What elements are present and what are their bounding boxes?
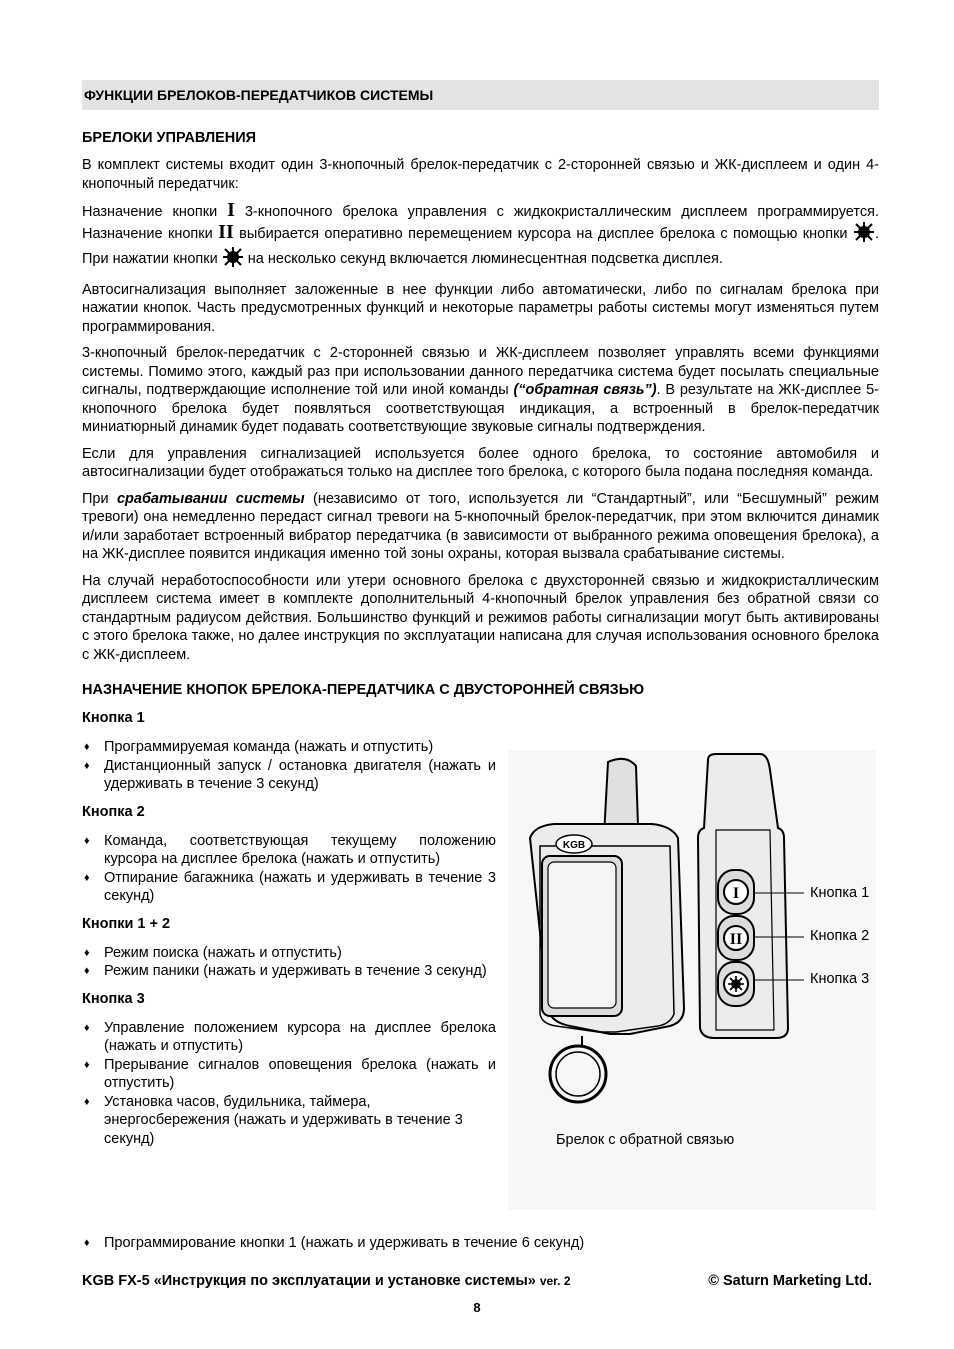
remote-figure: [508, 750, 876, 1210]
svg-text:KGB: KGB: [562, 840, 586, 851]
subsection-title-buttons: НАЗНАЧЕНИЕ КНОПОК БРЕЛОКА-ПЕРЕДАТЧИКА С ДВУСТОРОННЕЙ СВЯЗЬЮ: [82, 682, 645, 698]
paragraph-kit: В комплект системы входит один 3-кнопочный брелок-передатчик с 2-сторонней связью и ЖК-дисплеем и один 4-кнопочный передатчик:: [82, 157, 879, 192]
list-item: ♦ Отпирание багажника (нажать и удерживать в течение 3 секунд): [82, 869, 496, 906]
group-title: Кнопка 1: [82, 710, 145, 726]
subsection-title-remotes: БРЕЛОКИ УПРАВЛЕНИЯ: [82, 130, 257, 146]
label-button-1: Кнопка 1: [810, 885, 870, 901]
button-functions-list: [82, 710, 496, 1148]
paragraph-alarm: При срабатывании системы (независимо от того, используется ли “Стандартный”, или “Бесшумный” режим тревоги) она немедленно передаст сигнал тревоги на 5-кнопочный брелок-передатчик, при этом включится динамик и/или заработает встроенный вибратор передатчика (в зависимости от выбранного режима оповещения брелока), а на ЖК-дисплее появится индикация именно той зоны охраны, которая вызвала срабатывание системы.: [82, 490, 880, 562]
list-item: ♦ Команда, соответствующая текущему положению курсора на дисплее брелока (нажать и отпустить): [82, 832, 496, 869]
footer: [82, 1273, 872, 1289]
function-list: [82, 944, 496, 981]
footer-version: ver. 2: [539, 1274, 571, 1288]
list-item: ♦ Дистанционный запуск / остановка двигателя (нажать и удерживать в течение 3 секунд): [82, 757, 496, 794]
svg-text:I: I: [732, 885, 740, 902]
paragraph-feedback: 3-кнопочный брелок-передатчик с 2-сторонней связью и ЖК-дисплеем позволяет управлять всеми функциями системы. Помимо этого, каждый раз при использовании данного передатчика система будет посылать специальные сигналы, подтверждающие исполнение той или иной команды (“обратная связь”). В результате на ЖК-дисплее 5-кнопочного брелока будет появляться соответствующая индикация, а встроенный в брелок-передатчик миниатюрный динамик будет подавать соответствующие звуковые сигналы подтверждения.: [82, 345, 879, 435]
button-one-symbol: I: [227, 199, 235, 221]
paragraph-automation: Автосигнализация выполняет заложенные в нее функции либо автоматически, либо по сигналам брелока при нажатии кнопок. Часть предусмотренных функций и некоторые параметры работы системы могут изменяться путем программирования.: [82, 281, 879, 335]
function-list-tail: [82, 1234, 682, 1253]
paragraph-button-assignment: Назначение кнопки I 3-кнопочного брелока управления с жидкокристаллическим дисплеем программируется. Назначение кнопки II выбирается оперативно перемещением курсора на дисплее брелока с помощью кнопки . При нажатии кнопки на несколько секунд включается люминесцентная подсветка дисплея.: [82, 201, 879, 273]
paragraph-backup-remote: На случай неработоспособности или утери основного брелока с двухсторонней связью и жидкокристаллическим дисплеем система имеет в комплекте дополнительный 4-кнопочный брелок управления без обратной связи со стандартным радиусом действия. Большинство функций и режимов работы сигнализации могут быть активированы с этого брелока также, но далее инструкция по эксплуатации написана для случая использования основного брелока с ЖК-дисплеем.: [82, 572, 879, 663]
footer-title: KGB FX-5 «Инструкция по эксплуатации и установке системы»: [82, 1273, 536, 1289]
function-list: [82, 832, 496, 906]
function-list: [82, 1019, 496, 1149]
list-item: ♦ Программирование кнопки 1 (нажать и удерживать в течение 6 секунд): [82, 1234, 682, 1253]
list-item: ♦ Режим поиска (нажать и отпустить): [82, 944, 496, 963]
svg-text:II: II: [729, 931, 743, 948]
label-button-3: Кнопка 3: [810, 971, 870, 987]
group-title: Кнопка 2: [82, 803, 145, 820]
label-button-2: Кнопка 2: [810, 928, 870, 944]
list-item: ♦ Управление положением курсора на дисплее брелока (нажать и отпустить): [82, 1019, 496, 1056]
figure-caption: Брелок с обратной связью: [556, 1132, 735, 1148]
group-title: Кнопки 1 + 2: [82, 915, 171, 932]
sun-icon: [728, 976, 744, 992]
list-item: ♦ Прерывание сигналов оповещения брелока (нажать и отпустить): [82, 1056, 496, 1093]
section-title: ФУНКЦИИ БРЕЛОКОВ-ПЕРЕДАТЧИКОВ СИСТЕМЫ: [82, 80, 879, 110]
paragraph-multiple-remotes: Если для управления сигнализацией используется более одного брелока, то состояние автомобиля и автосигнализации будет отображаться только на дисплее того брелока, с которого была подана последняя команда.: [82, 445, 879, 480]
list-item: ♦ Режим паники (нажать и удерживать в течение 3 секунд): [82, 962, 496, 981]
page-content: [82, 80, 879, 1210]
page-number: 8: [473, 1300, 481, 1315]
sun-icon: [222, 247, 244, 273]
function-list: [82, 738, 496, 794]
kgb-logo: [556, 835, 592, 853]
list-item: ♦ Программируемая команда (нажать и отпустить): [82, 738, 496, 757]
list-item: ♦ Установка часов, будильника, таймера, энергосбережения (нажать и удерживать в течение 3 секунд): [82, 1093, 496, 1149]
button-two-symbol: II: [218, 220, 234, 243]
footer-copyright: © Saturn Marketing Ltd.: [708, 1273, 872, 1289]
group-title: Кнопка 3: [82, 990, 145, 1007]
sun-icon: [853, 222, 875, 248]
buttons-section: [82, 710, 879, 1210]
